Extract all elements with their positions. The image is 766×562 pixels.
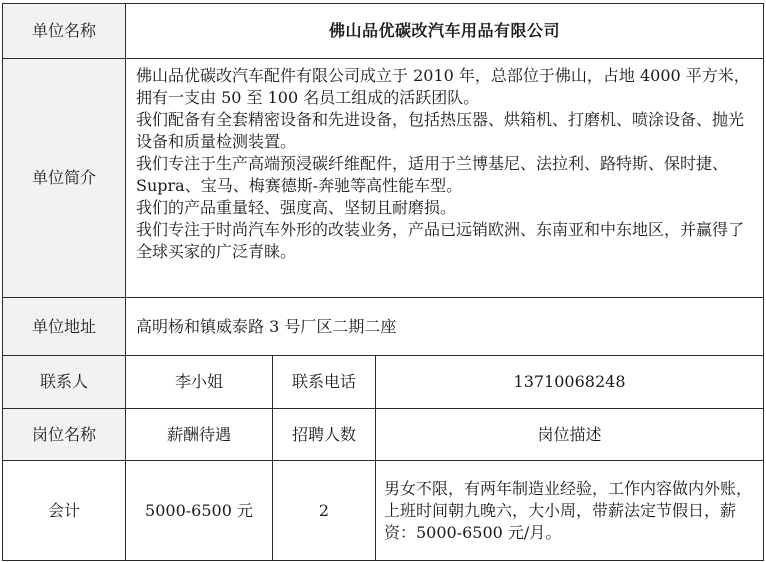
job-row: [3, 461, 764, 561]
phone-label: 联系电话: [273, 356, 376, 409]
unit-name-label: 单位名称: [3, 4, 126, 59]
intro-paragraph: 我们的产品重量轻、强度高、坚韧且耐磨损。: [136, 198, 457, 217]
contact-value: 李小姐: [126, 356, 273, 409]
count-header: 招聘人数: [273, 409, 376, 461]
intro-text: [126, 59, 764, 298]
address-row: [3, 298, 764, 356]
job-count: 2: [273, 461, 376, 561]
recruitment-table: [2, 3, 764, 561]
position-header: 岗位名称: [3, 409, 126, 461]
intro-paragraph: 我们专注于时尚汽车外形的改装业务，产品已远销欧洲、东南亚和中东地区，并赢得了全球买家的广泛青睐。: [136, 220, 745, 261]
unit-name-row: [3, 4, 764, 59]
unit-name-value: 佛山品优碳改汽车用品有限公司: [126, 4, 764, 59]
intro-paragraph: 我们专注于生产高端预浸碳纤维配件，适用于兰博基尼、法拉利、路特斯、保时捷、Supra、宝马、梅赛德斯-奔驰等高性能车型。: [136, 154, 729, 195]
description-header: 岗位描述: [376, 409, 764, 461]
salary-header: 薪酬待遇: [126, 409, 273, 461]
contact-row: [3, 356, 764, 409]
job-header-row: [3, 409, 764, 461]
phone-value: 13710068248: [376, 356, 764, 409]
intro-label: 单位简介: [3, 59, 126, 298]
address-label: 单位地址: [3, 298, 126, 356]
intro-paragraph: 我们配备有全套精密设备和先进设备，包括热压器、烘箱机、打磨机、喷涂设备、抛光设备和质量检测装置。: [136, 110, 745, 151]
contact-label: 联系人: [3, 356, 126, 409]
job-description: 男女不限，有两年制造业经验，工作内容做内外账，上班时间朝九晚六，大小周，带薪法定节假日，薪资：5000-6500 元/月。: [376, 461, 764, 561]
job-position: 会计: [3, 461, 126, 561]
address-value: 高明杨和镇威泰路 3 号厂区二期二座: [126, 298, 764, 356]
job-salary: 5000-6500 元: [126, 461, 273, 561]
intro-paragraph: 佛山品优碳改汽车配件有限公司成立于 2010 年，总部位于佛山，占地 4000 平方米，拥有一支由 50 至 100 名员工组成的活跃团队。: [136, 66, 750, 107]
intro-row: [3, 59, 764, 298]
